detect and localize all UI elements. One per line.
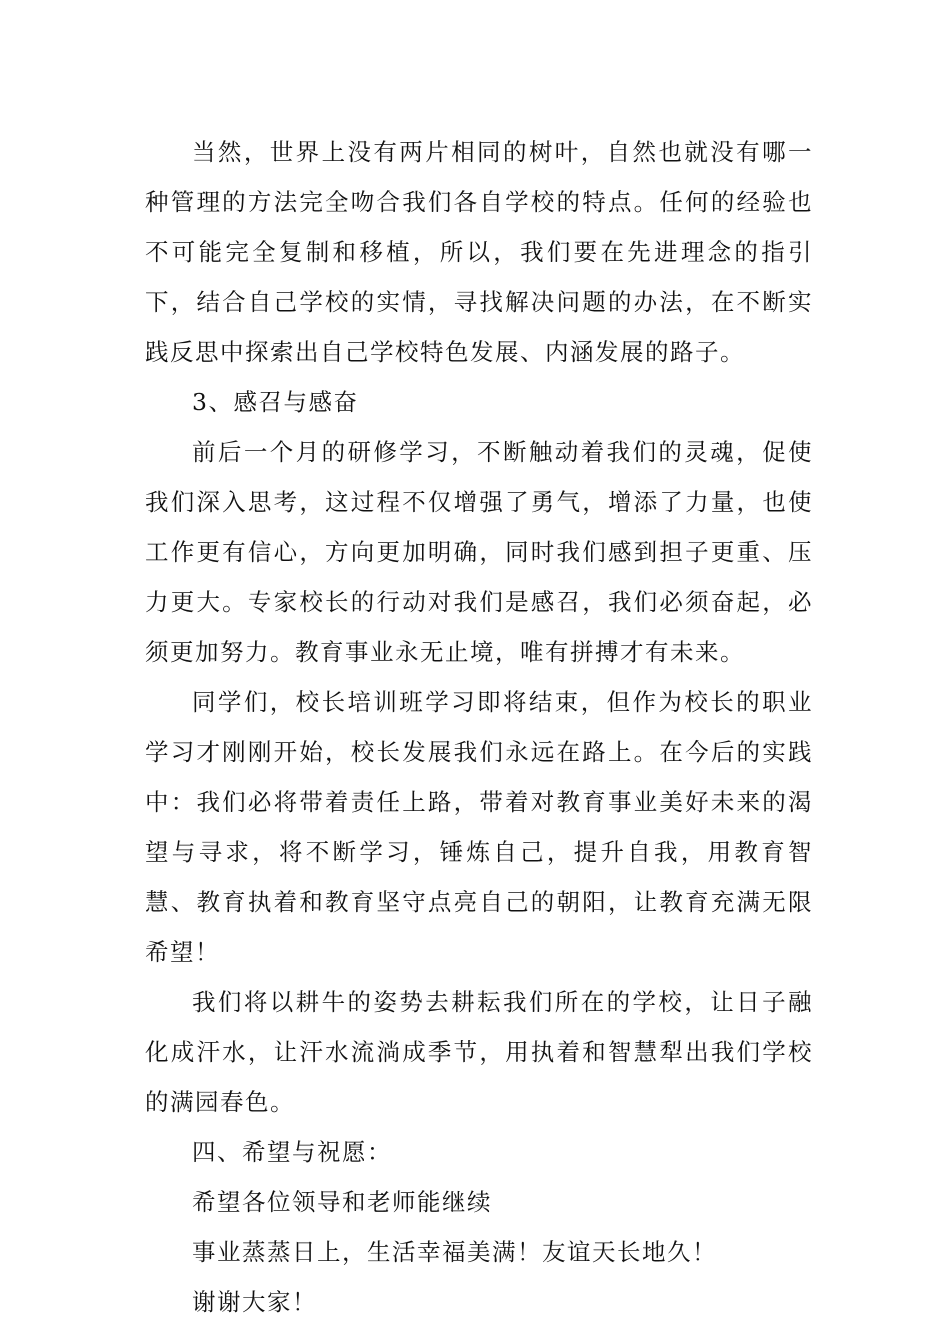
paragraph-ox-metaphor: 我们将以耕牛的姿势去耕耘我们所在的学校，让日子融化成汗水，让汗水流淌成季节，用执着和智慧犁出我们学校的满园春色。 (145, 988, 813, 1116)
closing-thanks: 谢谢大家！ (192, 1288, 317, 1316)
paragraph-management-methods: 当然，世界上没有两片相同的树叶，自然也就没有哪一种管理的方法完全吻合我们各自学校的特点。任何的经验也不可能完全复制和移植，所以，我们要在先进理念的指引下，结合自己学校的实情，寻找解决问题的办法，在不断实践反思中探索出自己学校特色发展、内涵发展的路子。 (145, 138, 813, 366)
document-body (145, 127, 813, 1327)
section-heading-inspiration: 3、感召与感奋 (192, 388, 359, 416)
paragraph-study-reflection: 前后一个月的研修学习，不断触动着我们的灵魂，促使我们深入思考，这过程不仅增强了勇气，增添了力量，也使工作更有信心，方向更加明确，同时我们感到担子更重、压力更大。专家校长的行动对我们是感召，我们必须奋起，必须更加努力。教育事业永无止境，唯有拼搏才有未来。 (145, 438, 813, 666)
paragraph-classmates: 同学们，校长培训班学习即将结束，但作为校长的职业学习才刚刚开始，校长发展我们永远在路上。在今后的实践中：我们必将带着责任上路，带着对教育事业美好未来的渴望与寻求，将不断学习，锤炼自己，提升自我，用教育智慧、教育执着和教育坚守点亮自己的朝阳，让教育充满无限希望！ (145, 688, 813, 966)
wish-line-2: 事业蒸蒸日上，生活幸福美满！友谊天长地久！ (192, 1238, 717, 1266)
section-heading-wishes: 四、希望与祝愿： (192, 1138, 392, 1166)
wish-line-1: 希望各位领导和老师能继续 (192, 1188, 492, 1216)
